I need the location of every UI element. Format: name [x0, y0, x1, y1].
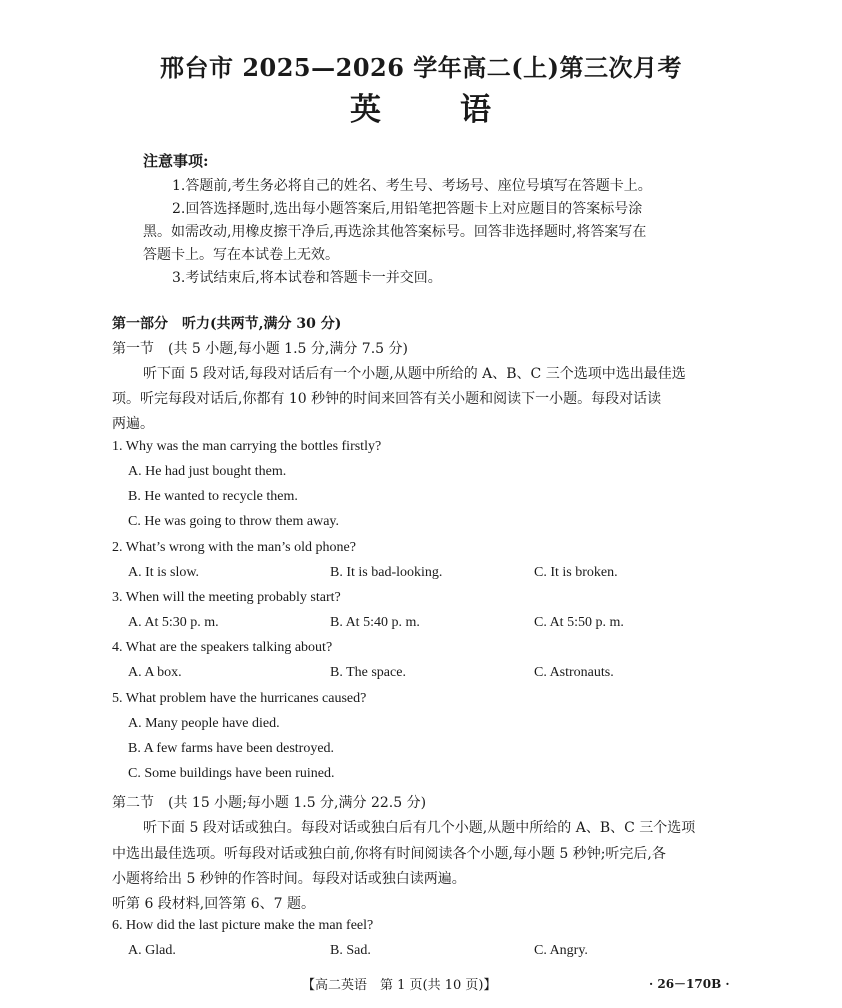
question-option: C. Astronauts.: [534, 665, 614, 680]
question-option: A. He had just bought them.: [128, 464, 287, 479]
instruction-line: 两遍。: [112, 416, 154, 432]
question-option: C. Some buildings have been ruined.: [128, 766, 335, 781]
question-option: B. He wanted to recycle them.: [128, 489, 298, 504]
question-stem: 2. What’s wrong with the man’s old phone?: [112, 540, 356, 555]
question-option: A. Many people have died.: [128, 716, 280, 731]
question-option: C. He was going to throw them away.: [128, 514, 339, 529]
instruction-line: 听下面 5 段对话或独白。每段对话或独白后有几个小题,从题中所给的 A、B、C 三个选项: [143, 820, 696, 836]
notice-line: 黑。如需改动,用橡皮擦干净后,再选涂其他答案标号。回答非选择题时,将答案写在: [143, 224, 647, 240]
part-heading: 第一部分 听力(共两节,满分 30 分): [112, 316, 342, 332]
question-option: C. Angry.: [534, 943, 588, 958]
question-stem: 5. What problem have the hurricanes caused?: [112, 691, 367, 706]
notice-line: 3.考试结束后,将本试卷和答题卡一并交回。: [172, 270, 442, 286]
subject-char-1: 英: [350, 92, 382, 128]
question-option: A. Glad.: [128, 943, 176, 958]
section-heading: 第二节 (共 15 小题;每小题 1.5 分,满分 22.5 分): [112, 795, 427, 811]
question-option: A. It is slow.: [128, 565, 200, 580]
notice-heading: 注意事项:: [143, 152, 209, 170]
section-heading: 第一节 (共 5 小题,每小题 1.5 分,满分 7.5 分): [112, 341, 408, 357]
notice-line: 2.回答选择题时,选出每小题答案后,用铅笔把答题卡上对应题目的答案标号涂: [172, 201, 643, 217]
question-stem: 6. How did the last picture make the man feel?: [112, 918, 374, 933]
instruction-line: 项。听完每段对话后,你都有 10 秒钟的时间来回答有关小题和阅读下一小题。每段对话读: [112, 391, 662, 407]
instruction-line: 中选出最佳选项。听每段对话或独白前,你将有时间阅读各个小题,每小题 5 秒钟;听完后,各: [112, 846, 666, 862]
instruction-line: 小题将给出 5 秒钟的作答时间。每段对话或独白读两遍。: [112, 871, 466, 887]
material-note: 听第 6 段材料,回答第 6、7 题。: [112, 896, 315, 912]
notice-line: 1.答题前,考生务必将自己的姓名、考生号、考场号、座位号填写在答题卡上。: [172, 178, 652, 194]
notice-line: 答题卡上。写在本试卷上无效。: [143, 247, 339, 263]
page-footer-label: 【高二英语 第 1 页(共 10 页)】: [302, 978, 497, 993]
question-option: B. Sad.: [330, 943, 371, 958]
question-option: A. At 5:30 p. m.: [128, 615, 219, 630]
subject-title: [0, 84, 842, 129]
question-option: A. A box.: [128, 665, 182, 680]
question-option: B. A few farms have been destroyed.: [128, 741, 335, 756]
instruction-line: 听下面 5 段对话,每段对话后有一个小题,从题中所给的 A、B、C 三个选项中选出最佳选: [143, 366, 686, 382]
question-option: B. It is bad-looking.: [330, 565, 443, 580]
question-stem: 4. What are the speakers talking about?: [112, 640, 333, 655]
page-footer-code: · 26－170B ·: [649, 977, 730, 991]
question-stem: 1. Why was the man carrying the bottles firstly?: [112, 439, 382, 454]
question-stem: 3. When will the meeting probably start?: [112, 590, 341, 605]
subject-char-2: 语: [460, 92, 492, 128]
exam-title: 邢台市 2025—2026 学年高二(上)第三次月考: [159, 53, 682, 82]
question-option: B. The space.: [330, 665, 406, 680]
question-option: C. At 5:50 p. m.: [534, 615, 624, 630]
question-option: B. At 5:40 p. m.: [330, 615, 420, 630]
question-option: C. It is broken.: [534, 565, 618, 580]
